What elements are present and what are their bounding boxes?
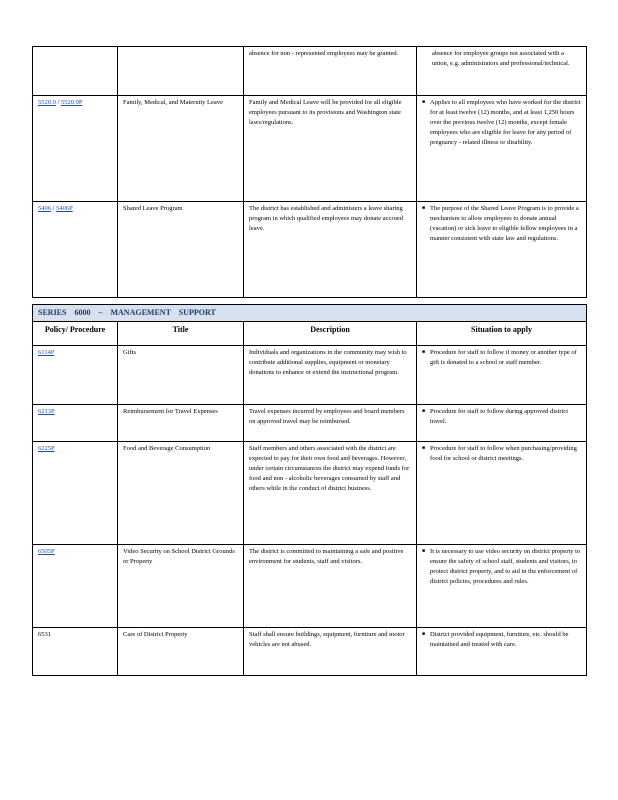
description-cell: Staff members and others associated with the district are expected to pay for their own food and beverages. However, under certain circumstances the district may expend funds for food and non - alcoholic beverages consumed by staff and others while in the conduct of district business. [244, 442, 417, 545]
header-row [33, 322, 587, 346]
policy-cell [33, 405, 118, 442]
policy-cell [33, 545, 118, 628]
situation-cell [417, 346, 587, 405]
policy-cell [33, 628, 118, 676]
bullet-icon: ■ [422, 350, 426, 355]
description-cell: absence for non - represented employees may be granted. [244, 47, 417, 96]
table-row [33, 405, 587, 442]
title-cell: Video Security on School District Grounds or Property [118, 545, 244, 628]
title-cell [118, 47, 244, 96]
description-cell: Family and Medical Leave will be provided for all eligible employees pursuant to its provisions and Washington state laws/regulations. [244, 96, 417, 202]
situation-cell [417, 442, 587, 545]
bullet-icon: ■ [422, 206, 426, 211]
procedure-link[interactable]: 6114P [38, 349, 55, 356]
bullet-icon: ■ [422, 632, 426, 637]
bullet-icon: ■ [422, 549, 426, 554]
procedure-link[interactable]: 6531 [38, 631, 51, 638]
series-heading: SERIES 6000 – MANAGEMENT SUPPORT [33, 305, 587, 322]
procedure-link[interactable]: 5406P [56, 205, 73, 212]
situation-cell [417, 96, 587, 202]
table-row [33, 545, 587, 628]
policy-cell [33, 346, 118, 405]
title-cell: Shared Leave Program [118, 202, 244, 298]
situation-cell [417, 47, 587, 96]
header-policy: Policy/ Procedure [33, 322, 118, 346]
policy-cell [33, 442, 118, 545]
table-row [33, 96, 587, 202]
series-heading-row [33, 305, 587, 322]
header-title: Title [118, 322, 244, 346]
header-description: Description [244, 322, 417, 346]
series-6000-table [32, 304, 587, 676]
title-cell: Reimbursement for Travel Expenses [118, 405, 244, 442]
procedure-link[interactable]: 6225P [38, 445, 55, 452]
situation-text: absence for employee groups not associated with a union, e.g. administrators and professional/technical. [432, 50, 570, 67]
description-cell: Individuals and organizations in the community may wish to contribute additional supplies, equipment or monetary donations to enhance or extend the instructional program. [244, 346, 417, 405]
bullet-icon: ■ [422, 100, 426, 105]
procedure-link[interactable]: 6213P [38, 408, 55, 415]
title-cell: Gifts [118, 346, 244, 405]
situation-text: Procedure for staff to follow if money or another type of gift is donated to a school or staff member. [430, 349, 577, 366]
header-situation: Situation to apply [417, 322, 587, 346]
title-cell: Food and Beverage Consumption [118, 442, 244, 545]
bullet-icon: ■ [422, 409, 426, 414]
description-cell: Staff shall ensure buildings, equipment, furniture and motor vehicles are not abused. [244, 628, 417, 676]
situation-cell [417, 202, 587, 298]
situation-text: Procedure for staff to follow during approved district travel. [430, 408, 569, 425]
policy-table-continued [32, 46, 587, 298]
table-row [33, 628, 587, 676]
situation-text: Procedure for staff to follow when purchasing/providing food for school or district meetings. [430, 445, 577, 462]
situation-text: The purpose of the Shared Leave Program is to provide a mechanism to allow employees to donate annual (vacation) or sick leave to eligible fellow employees in a manner consistent with state law and regulations. [430, 205, 579, 242]
situation-text: It is necessary to use video security on district property to ensure the safety of school staff, students and visitors, to protect district property, and to aid in the enforcement of district policies, procedures and rules. [430, 548, 581, 585]
title-cell: Care of District Property [118, 628, 244, 676]
situation-text: District provided equipment, furniture, etc. should be maintained and treated with care. [430, 631, 569, 648]
table-row [33, 47, 587, 96]
description-cell: Travel expenses incurred by employees and board members on approved travel may be reimbursed. [244, 405, 417, 442]
policy-link[interactable]: 5406 [38, 205, 51, 212]
situation-text: Applies to all employees who have worked for the district for at least twelve (12) months, and at least 1,250 hours over the previous twelve (12) months, except female employees who are eligible for leave for any period of pregnancy - related illness or disability. [430, 99, 581, 146]
table-row [33, 346, 587, 405]
procedure-link[interactable]: 6505P [38, 548, 55, 555]
policy-cell: 5520.9 / 5520.9P [33, 96, 118, 202]
description-cell: The district has established and administers a leave sharing program in which qualified employees may donate accrued leave. [244, 202, 417, 298]
description-cell: The district is committed to maintaining a safe and positive environment for students, staff and visitors. [244, 545, 417, 628]
situation-cell [417, 545, 587, 628]
policy-cell: 5406 / 5406P [33, 202, 118, 298]
bullet-icon: ■ [422, 446, 426, 451]
situation-cell [417, 405, 587, 442]
procedure-link[interactable]: 5520.9P [60, 99, 83, 106]
policy-cell [33, 47, 118, 96]
table-row [33, 442, 587, 545]
table-row [33, 202, 587, 298]
title-cell: Family, Medical, and Maternity Leave [118, 96, 244, 202]
situation-cell [417, 628, 587, 676]
policy-link[interactable]: 5520.9 [38, 99, 56, 106]
